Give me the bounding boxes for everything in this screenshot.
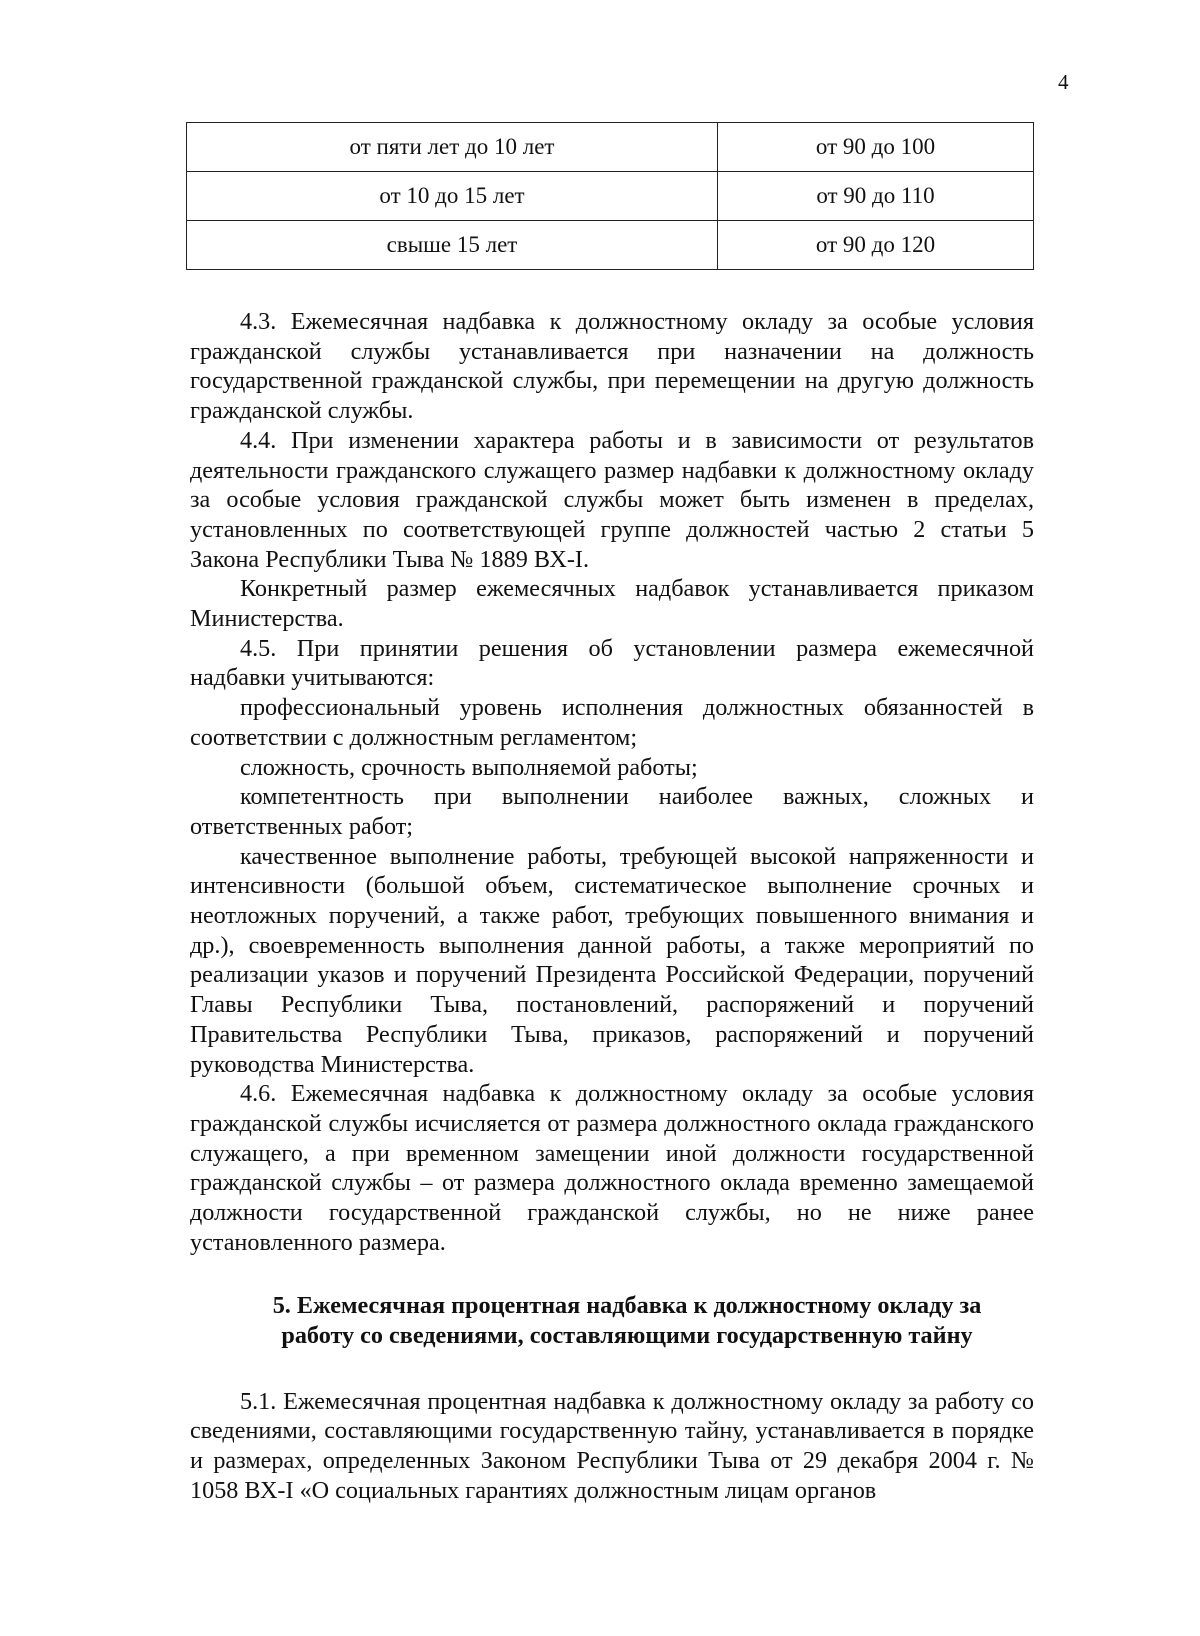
- section-5-heading: [190, 1291, 1034, 1351]
- table-cell-range: от 90 до 100: [718, 123, 1034, 172]
- table-row: [187, 221, 1034, 270]
- paragraph-4-4: 4.4. При изменении характера работы и в зависимости от результатов деятельности гражданского служащего размер надбавки к должностному окладу за особые условия гражданской службы может быть изменен в пределах, установленных по соответствующей группе должностей частью 2 статьи 5 Закона Республики Тыва № 1889 ВХ-I.: [190, 426, 1034, 573]
- criterion-quality: качественное выполнение работы, требующей высокой напряженности и интенсивности (большой объем, систематическое выполнение срочных и неотложных поручений, а также работ, требующих повышенного внимания и др.), своевременность выполнения данной работы, а также мероприятий по реализации указов и поручений Президента Российской Федерации, поручений Главы Республики Тыва, постановлений, распоряжений и поручений Правительства Республики Тыва, приказов, распоряжений и поручений руководства Министерства.: [190, 842, 1034, 1078]
- criterion-professional-level: профессиональный уровень исполнения должностных обязанностей в соответствии с должностным регламентом;: [190, 694, 1034, 751]
- paragraph-4-5: 4.5. При принятии решения об установлении размера ежемесячной надбавки учитываются:: [190, 634, 1034, 692]
- table-cell-period: от пяти лет до 10 лет: [187, 123, 718, 172]
- table-cell-period: от 10 до 15 лет: [187, 172, 718, 221]
- criterion-complexity: сложность, срочность выполняемой работы;: [240, 753, 698, 781]
- document-body: [190, 307, 1034, 1505]
- section-5-heading-line-1: 5. Ежемесячная процентная надбавка к должностному окладу за: [272, 1291, 982, 1319]
- table-cell-range: от 90 до 110: [718, 172, 1034, 221]
- page-number: 4: [1058, 70, 1069, 94]
- section-5-heading-line-2: работу со сведениями, составляющими государственную тайну: [281, 1321, 973, 1349]
- table-row: [187, 172, 1034, 221]
- table-cell-range: от 90 до 120: [718, 221, 1034, 270]
- paragraph-5-1: 5.1. Ежемесячная процентная надбавка к должностному окладу за работу со сведениями, составляющими государственную тайну, устанавливается в порядке и размерах, определенных Законом Республики Тыва от 29 декабря 2004 г. № 1058 ВХ-I «О социальных гарантиях должностным лицам органов: [190, 1387, 1034, 1504]
- seniority-table: [186, 122, 1034, 270]
- paragraph-4-6: 4.6. Ежемесячная надбавка к должностному окладу за особые условия гражданской службы исчисляется от размера должностного оклада гражданского служащего, а при временном замещении иной должности государственной гражданской службы – от размера должностного оклада временно замещаемой должности государственной гражданской службы, но не ниже ранее установленного размера.: [190, 1080, 1034, 1256]
- criterion-competence: компетентность при выполнении наиболее важных, сложных и ответственных работ;: [190, 783, 1034, 840]
- paragraph-4-4-specific-size: Конкретный размер ежемесячных надбавок устанавливается приказом Министерства.: [190, 575, 1034, 633]
- table-cell-period: свыше 15 лет: [187, 221, 718, 270]
- table-row: [187, 123, 1034, 172]
- paragraph-4-3: 4.3. Ежемесячная надбавка к должностному окладу за особые условия гражданской службы устанавливается при назначении на должность государственной гражданской службы, при перемещении на другую должность гражданской службы.: [190, 308, 1034, 425]
